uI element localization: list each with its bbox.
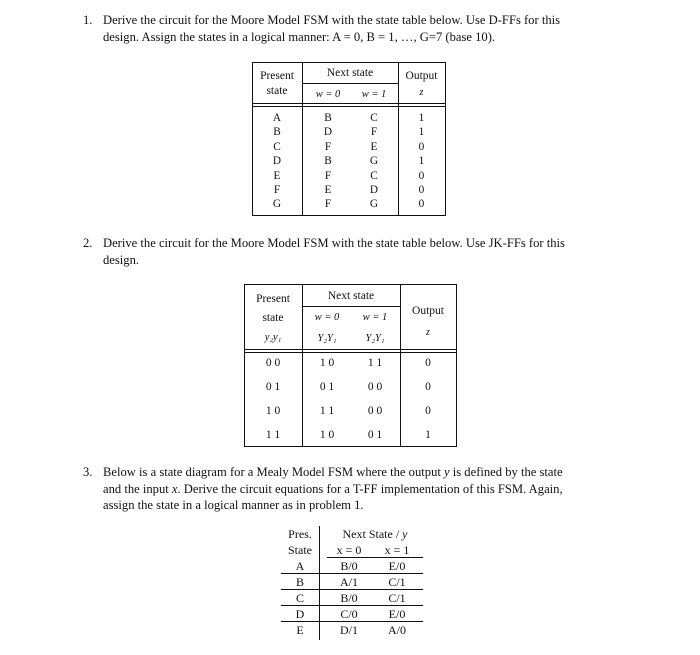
next-state-w0-column: B D F B F E F bbox=[323, 112, 333, 211]
problem-2 bbox=[83, 235, 643, 268]
header-present: Present bbox=[256, 293, 290, 305]
present-cell: 1 1 bbox=[265, 429, 281, 441]
problem-text-line: design. Assign the states in a logical manner: A = 0, B = 1, …, G=7 (base 10). bbox=[103, 29, 496, 44]
header-x0: x = 0 bbox=[336, 543, 362, 557]
problem-1 bbox=[83, 12, 643, 45]
header-w0: w = 0 bbox=[314, 312, 340, 323]
header-state: State bbox=[288, 543, 312, 557]
problem-text-line: Below is a state diagram for a Mealy Model FSM where the output y is defined by the state bbox=[103, 465, 563, 479]
next-w1-cell: 0 1 bbox=[367, 429, 383, 441]
next-w0-cell: 1 1 bbox=[319, 405, 335, 417]
next-x0-cell: A/1 bbox=[340, 575, 358, 589]
next-w1-cell: 1 1 bbox=[367, 357, 383, 369]
problem-number: 2. bbox=[83, 236, 93, 250]
problem-text-line: Derive the circuit for the Moore Model FSM with the state table below. Use D-FFs for this bbox=[103, 13, 561, 27]
state-cell: C bbox=[295, 591, 304, 605]
problem-number: 3. bbox=[83, 465, 93, 479]
header-z: z bbox=[419, 87, 424, 98]
next-w0-cell: 1 0 bbox=[319, 429, 335, 441]
problem-3 bbox=[83, 464, 643, 514]
table-row bbox=[281, 623, 423, 637]
next-x1-cell: A/0 bbox=[388, 623, 406, 637]
header-next-state: Next state bbox=[326, 67, 374, 79]
next-x0-cell: C/0 bbox=[340, 607, 358, 621]
header-w1: w = 1 bbox=[362, 312, 388, 323]
header-next-state: Next state bbox=[327, 290, 375, 302]
output-cell: 0 bbox=[425, 405, 431, 417]
next-x0-cell: B/0 bbox=[340, 591, 358, 605]
output-cell: 0 bbox=[425, 381, 431, 393]
state-cell: B bbox=[295, 575, 304, 589]
header-y2y1: y₂y₁ bbox=[264, 332, 282, 343]
present-cell: 0 1 bbox=[265, 381, 281, 393]
table-row bbox=[281, 591, 423, 605]
header-x1: x = 1 bbox=[384, 543, 410, 557]
header-state: state bbox=[266, 85, 288, 97]
next-x1-cell: C/1 bbox=[388, 591, 406, 605]
header-output: Output bbox=[405, 70, 438, 82]
next-x1-cell: E/0 bbox=[388, 559, 406, 573]
problem-text-line: design. bbox=[103, 252, 140, 267]
output-z-column: 1 1 0 1 0 0 0 bbox=[418, 112, 425, 211]
table-row bbox=[281, 559, 423, 573]
header-state: state bbox=[262, 312, 284, 324]
header-present: Present bbox=[260, 70, 294, 82]
problem-text-line: Derive the circuit for the Moore Model FSM with the state table below. Use JK-FFs for this bbox=[103, 236, 565, 250]
header-Y2Y1-w1: Y₂Y₁ bbox=[365, 333, 385, 344]
present-state-column: A B C D E F G bbox=[272, 112, 282, 211]
present-cell: 1 0 bbox=[265, 405, 281, 417]
table-row bbox=[244, 428, 456, 442]
state-cell: E bbox=[296, 623, 304, 637]
problem-text-line: and the input x. Derive the circuit equations for a T-FF implementation of this FSM. Again, bbox=[103, 481, 563, 496]
next-x0-cell: D/1 bbox=[340, 623, 358, 637]
next-w1-cell: 0 0 bbox=[367, 405, 383, 417]
table-row bbox=[281, 575, 423, 589]
state-cell: D bbox=[295, 607, 305, 621]
next-x1-cell: E/0 bbox=[388, 607, 406, 621]
table-row bbox=[281, 607, 423, 621]
header-w1: w = 1 bbox=[361, 89, 387, 100]
state-cell: A bbox=[295, 559, 305, 573]
next-x1-cell: C/1 bbox=[388, 575, 406, 589]
table-row bbox=[244, 404, 456, 418]
header-output: Output bbox=[412, 305, 444, 317]
header-z: z bbox=[426, 327, 430, 338]
next-w1-cell: 0 0 bbox=[367, 381, 383, 393]
table-row bbox=[244, 380, 456, 394]
next-x0-cell: B/0 bbox=[340, 559, 358, 573]
header-w0: w = 0 bbox=[315, 89, 341, 100]
header-next-state: Next State / y bbox=[342, 527, 408, 541]
next-w0-cell: 1 0 bbox=[319, 357, 335, 369]
next-w0-cell: 0 1 bbox=[319, 381, 335, 393]
table-row bbox=[244, 356, 456, 370]
header-Y2Y1-w0: Y₂Y₁ bbox=[317, 333, 337, 344]
problem-number: 1. bbox=[83, 13, 93, 27]
output-cell: 1 bbox=[425, 429, 431, 441]
output-cell: 0 bbox=[425, 357, 431, 369]
present-cell: 0 0 bbox=[265, 357, 281, 369]
next-state-w1-column: C F E G C D G bbox=[369, 112, 379, 211]
header-pres: Pres. bbox=[288, 527, 312, 541]
problem-text-line: assign the state in a logical manner as in problem 1. bbox=[103, 498, 364, 512]
